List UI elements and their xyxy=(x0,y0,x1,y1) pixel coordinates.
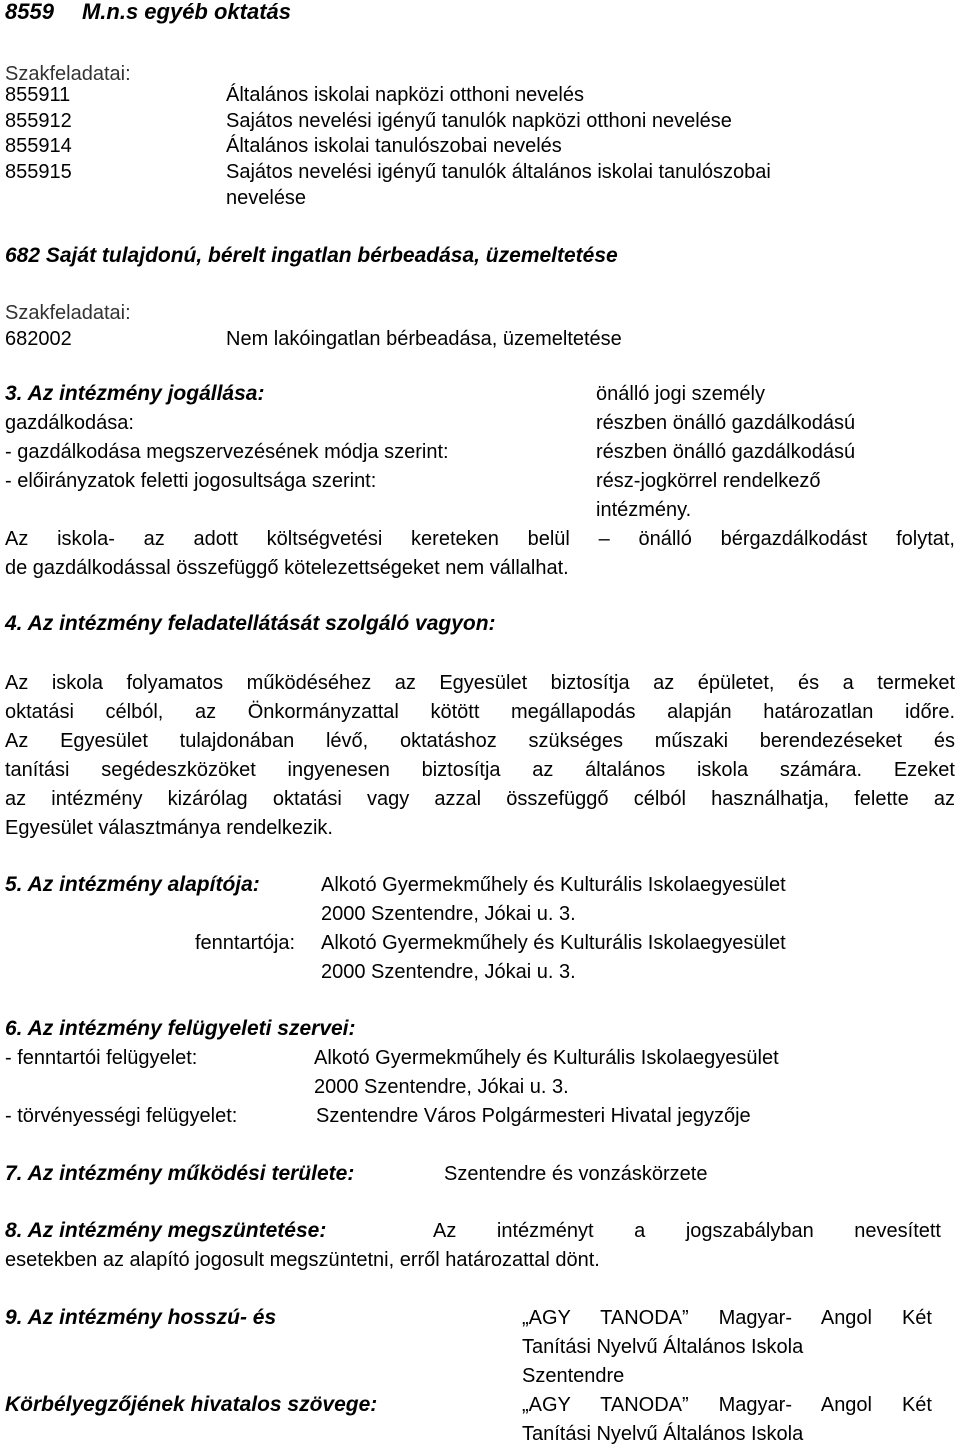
section3-label-eloiranyzat: - előirányzatok feletti jogosultsága szerint: xyxy=(5,470,377,492)
section8-line1-rest xyxy=(433,1219,941,1243)
section4-line: oktatási célból, az Önkormányzattal kötött megállapodás alapján határozatlan időre. xyxy=(5,701,955,723)
section3-label-megszervezes: - gazdálkodása megszervezésének módja szerint: xyxy=(5,441,449,463)
section5-heading: 5. Az intézmény alapítója: xyxy=(5,873,260,896)
section8-heading: 8. Az intézmény megszüntetése: xyxy=(5,1219,327,1242)
section4-paragraph xyxy=(5,669,955,843)
section5-maintainer: Alkotó Gyermekműhely és Kulturális Iskolaegyesület xyxy=(321,932,786,954)
section6-label-fenntartoi: - fenntartói felügyelet: xyxy=(5,1047,198,1069)
section9-stamp-line1-text: „AGY TANODA” Magyar- Angol Két xyxy=(522,1394,932,1416)
section3-heading: 3. Az intézmény jogállása: xyxy=(5,382,265,405)
section9-name-line2: Tanítási Nyelvű Általános Iskola xyxy=(522,1336,804,1358)
header-title: M.n.s egyéb oktatás xyxy=(81,0,292,24)
code-682002: 682002 xyxy=(5,328,72,350)
desc-855911: Általános iskolai napközi otthoni nevelés xyxy=(226,84,584,106)
section5-maintainer-label: fenntartója: xyxy=(195,932,296,954)
section5-founder-address: 2000 Szentendre, Jókai u. 3. xyxy=(321,903,576,925)
desc-682002: Nem lakóingatlan bérbeadása, üzemeltetése xyxy=(226,328,622,350)
section9-stamp-line1 xyxy=(522,1393,932,1417)
desc-855914: Általános iskolai tanulószobai nevelés xyxy=(226,135,562,157)
section7-heading: 7. Az intézmény működési területe: xyxy=(5,1162,355,1185)
section9-stamp-line2: Tanítási Nyelvű Általános Iskola xyxy=(522,1423,804,1445)
section9-name-line1 xyxy=(522,1306,932,1330)
section4-heading: 4. Az intézmény feladatellátását szolgáló vagyon: xyxy=(5,612,496,635)
code-855914: 855914 xyxy=(5,135,72,157)
szakfeladatai-label-682: Szakfeladatai: xyxy=(5,302,131,324)
section4-line: az intézmény kizárólag oktatási vagy azzal összefüggő célból használhatja, felette az xyxy=(5,788,955,810)
section8-line2: esetekben az alapító jogosult megszüntetni, erről határozattal dönt. xyxy=(5,1249,600,1271)
section6-value-fenntartoi-cont: 2000 Szentendre, Jókai u. 3. xyxy=(314,1076,569,1098)
code-855912: 855912 xyxy=(5,110,72,132)
section3-para-line2: de gazdálkodással összefüggő kötelezettségeket nem vállalhat. xyxy=(5,557,569,579)
section4-line: Az iskola folyamatos működéséhez az Egyesület biztosítja az épületet, és a termeket xyxy=(5,672,955,694)
section3-label-gazdalkodasa: gazdálkodása: xyxy=(5,412,134,434)
section6-label-torvenyessegi: - törvényességi felügyelet: xyxy=(5,1105,238,1127)
section6-heading: 6. Az intézmény felügyeleti szervei: xyxy=(5,1017,356,1040)
code-855911: 855911 xyxy=(5,84,71,106)
section4-line: Egyesület választmánya rendelkezik. xyxy=(5,817,333,839)
page-header xyxy=(5,0,291,24)
section9-heading: 9. Az intézmény hosszú- és xyxy=(5,1306,277,1329)
szakfeladatai-label: Szakfeladatai: xyxy=(5,63,131,85)
desc-855915: Sajátos nevelési igényű tanulók általános iskolai tanulószobai xyxy=(226,161,771,183)
section4-line: Az Egyesület tulajdonában lévő, oktatáshoz szükséges műszaki berendezéseket és xyxy=(5,730,955,752)
section3-heading-value: önálló jogi személy xyxy=(596,383,765,405)
section3-para-line1: Az iskola- az adott költségvetési kereteken belül – önálló bérgazdálkodást folytat, xyxy=(5,528,955,550)
section6-value-torvenyessegi: Szentendre Város Polgármesteri Hivatal jegyzője xyxy=(316,1105,751,1127)
section8-line1-text: Az intézményt a jogszabályban nevesített xyxy=(433,1220,941,1242)
section6-value-fenntartoi: Alkotó Gyermekműhely és Kulturális Iskolaegyesület xyxy=(314,1047,779,1069)
code-855915: 855915 xyxy=(5,161,72,183)
section3-value-eloiranyzat-cont: intézmény. xyxy=(596,499,692,521)
section-682-title: 682 Saját tulajdonú, bérelt ingatlan bérbeadása, üzemeltetése xyxy=(5,244,618,267)
section3-value-gazdalkodasa: részben önálló gazdálkodású xyxy=(596,412,856,434)
section4-line: tanítási segédeszközöket ingyenesen biztosítja az általános iskola számára. Ezeket xyxy=(5,759,955,781)
section3-value-eloiranyzat: rész-jogkörrel rendelkező xyxy=(596,470,821,492)
section5-founder: Alkotó Gyermekműhely és Kulturális Iskolaegyesület xyxy=(321,874,786,896)
section7-value: Szentendre és vonzáskörzete xyxy=(444,1163,708,1185)
section9-stamp-heading: Körbélyegzőjének hivatalos szövege: xyxy=(5,1393,378,1416)
section5-maintainer-address: 2000 Szentendre, Jókai u. 3. xyxy=(321,961,576,983)
desc-855915-cont: nevelése xyxy=(226,187,307,209)
desc-855912: Sajátos nevelési igényű tanulók napközi otthoni nevelése xyxy=(226,110,732,132)
section3-value-megszervezes: részben önálló gazdálkodású xyxy=(596,441,856,463)
section9-name-line3: Szentendre xyxy=(522,1365,625,1387)
header-code: 8559 xyxy=(5,0,54,24)
section3-paragraph xyxy=(5,525,955,583)
section9-name-line1-text: „AGY TANODA” Magyar- Angol Két xyxy=(522,1307,932,1329)
